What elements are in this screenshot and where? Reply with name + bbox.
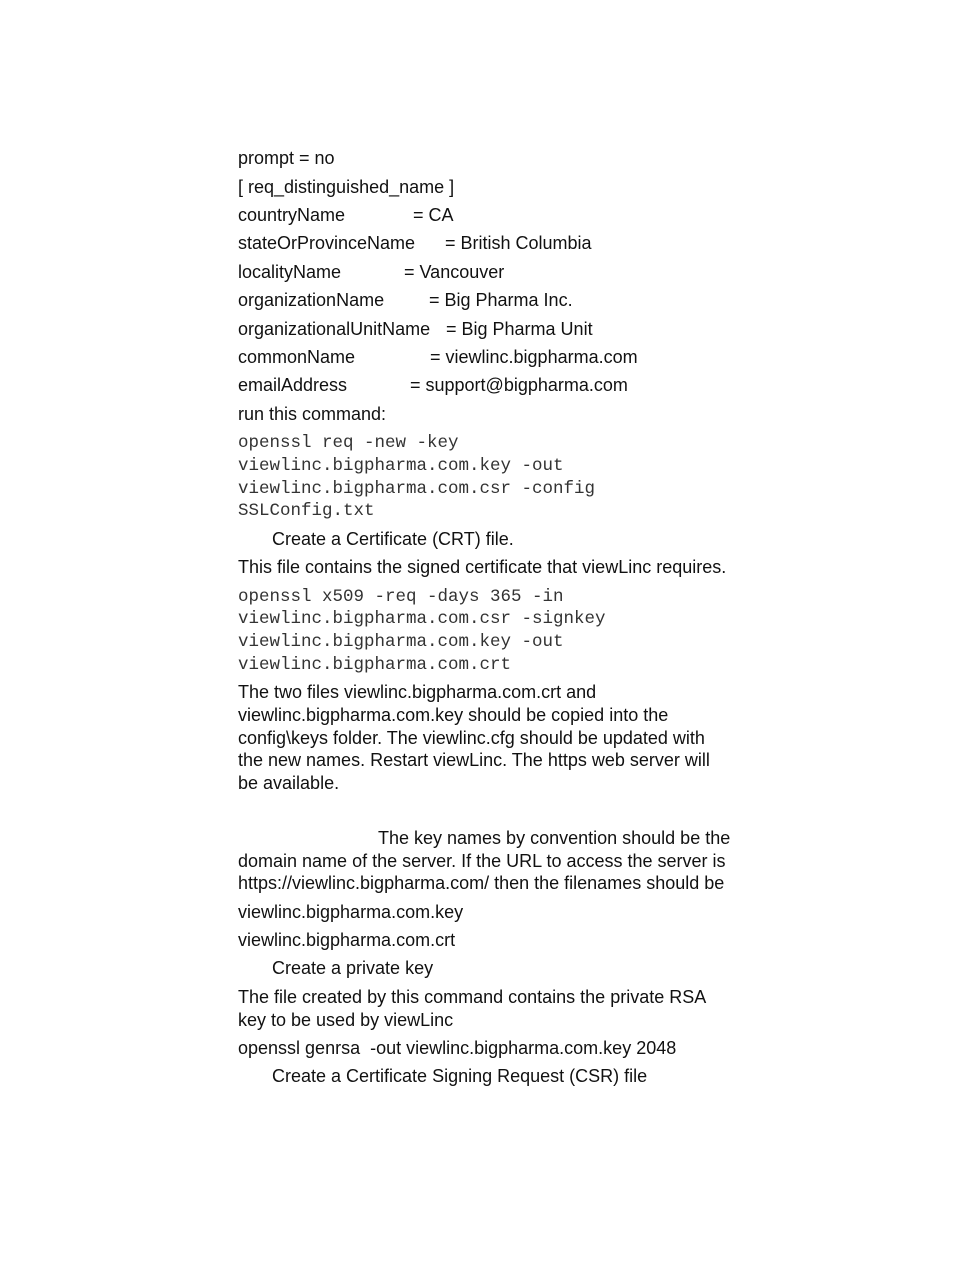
paragraph-line: The two files viewlinc.bigpharma.com.crt and — [238, 682, 597, 702]
code-line: viewlinc.bigpharma.com.crt — [238, 655, 512, 675]
paragraph-line: be available. — [238, 773, 340, 793]
config-field-value: = Big Pharma Inc. — [429, 290, 573, 310]
genrsa-command: openssl genrsa -out viewlinc.bigpharma.com.key 2048 — [238, 1038, 677, 1058]
config-field-value: = Vancouver — [404, 262, 505, 282]
config-field-key: countryName — [238, 205, 346, 225]
code-line: SSLConfig.txt — [238, 501, 375, 521]
private-key-heading: Create a private key — [272, 958, 434, 978]
config-field-value: = British Columbia — [445, 233, 592, 253]
paragraph-line: domain name of the server. If the URL to access the server is — [238, 851, 726, 871]
csr-heading: Create a Certificate Signing Request (CSR) file — [272, 1066, 648, 1086]
code-line: openssl x509 -req -days 365 -in — [238, 587, 564, 607]
config-prompt-line: prompt = no — [238, 148, 335, 168]
paragraph-line: The file created by this command contains the private RSA — [238, 987, 707, 1007]
paragraph-line: The key names by convention should be the — [378, 828, 731, 848]
config-field-value: = viewlinc.bigpharma.com — [430, 347, 638, 367]
code-line: openssl req -new -key — [238, 433, 459, 453]
crt-heading: Create a Certificate (CRT) file. — [272, 529, 514, 549]
config-field-value: = Big Pharma Unit — [446, 319, 593, 339]
paragraph-line: config\keys folder. The viewlinc.cfg should be updated with — [238, 728, 705, 748]
config-field-key: stateOrProvinceName — [238, 233, 416, 253]
crt-description: This file contains the signed certificate that viewLinc requires. — [238, 557, 727, 577]
config-field-key: localityName — [238, 262, 342, 282]
filename-key: viewlinc.bigpharma.com.key — [238, 902, 464, 922]
paragraph-line: https://viewlinc.bigpharma.com/ then the filenames should be — [238, 873, 725, 893]
config-field-key: organizationalUnitName — [238, 319, 431, 339]
paragraph-line: the new names. Restart viewLinc. The https web server will — [238, 750, 710, 770]
filename-crt: viewlinc.bigpharma.com.crt — [238, 930, 456, 950]
config-field-value: = support@bigpharma.com — [410, 375, 628, 395]
run-command-label: run this command: — [238, 404, 387, 424]
paragraph-line: viewlinc.bigpharma.com.key should be copied into the — [238, 705, 669, 725]
config-field-value: = CA — [413, 205, 454, 225]
config-field-key: organizationName — [238, 290, 385, 310]
config-section-header: [ req_distinguished_name ] — [238, 177, 455, 197]
paragraph-line: key to be used by viewLinc — [238, 1010, 454, 1030]
code-line: viewlinc.bigpharma.com.key -out — [238, 632, 564, 652]
config-field-key: commonName — [238, 347, 356, 367]
code-line: viewlinc.bigpharma.com.csr -config — [238, 479, 596, 499]
code-line: viewlinc.bigpharma.com.key -out — [238, 456, 564, 476]
code-line: viewlinc.bigpharma.com.csr -signkey — [238, 609, 606, 629]
config-field-key: emailAddress — [238, 375, 348, 395]
